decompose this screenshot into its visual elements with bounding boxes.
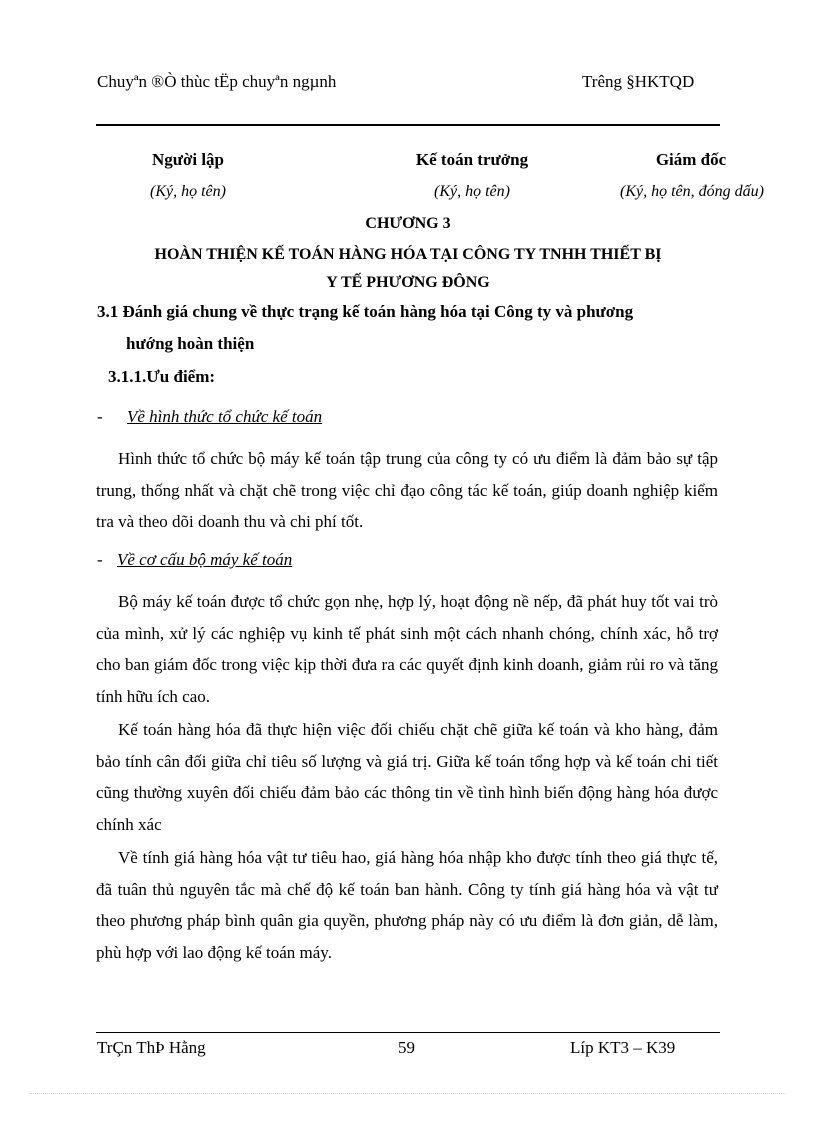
signature-note-director: (Ký, họ tên, đóng dấu) — [620, 183, 764, 200]
chapter-title-line-1: HOÀN THIỆN KẾ TOÁN HÀNG HÓA TẠI CÔNG TY TNHH THIẾT BỊ — [154, 246, 662, 263]
paragraph-4: Về tính giá hàng hóa vật tư tiêu hao, giá hàng hóa nhập kho được tính theo giá thực tế, đã tuân thủ nguyên tắc mà chế độ kế toán ban hành. Công ty tính giá hàng hóa và vật tư theo phương pháp bình quân gia quyền, phương pháp này có ưu điểm là đơn giản, dễ làm, phù hợp với lao động kế toán máy. — [96, 848, 718, 963]
running-header-left: Chuyªn ®Ò thùc tËp chuyªn ngµnh — [97, 72, 337, 91]
header-rule — [96, 124, 720, 126]
chapter-title-line-2: Y TẾ PHƯƠNG ĐÔNG — [326, 274, 490, 291]
paragraph-2: Bộ máy kế toán được tổ chức gọn nhẹ, hợp lý, hoạt động nề nếp, đã phát huy tốt vai trò của mình, xử lý các nghiệp vụ kinh tế phát sinh một cách nhanh chóng, chính xác, hỗ trợ cho ban giám đốc trong việc kịp thời đưa ra các quyết định kinh doanh, giảm rủi ro và tăng tính hữu ích cao. — [96, 592, 718, 707]
section-3-1-heading-line-2: hướng hoàn thiện — [126, 334, 255, 353]
signature-role-preparer: Người lập — [151, 150, 225, 169]
running-header-right: Trêng §HKTQD — [582, 72, 695, 91]
footer-class: Líp KT3 – K39 — [570, 1038, 676, 1057]
bullet-item — [97, 407, 497, 429]
bullet-dash: - — [97, 550, 103, 569]
paragraph-3: Kế toán hàng hóa đã thực hiện việc đối chiếu chặt chẽ giữa kế toán và kho hàng, đảm bảo tính cân đối giữa chỉ tiêu số lượng và giá trị. Giữa kế toán tổng hợp và kế toán chi tiết cũng thường xuyên đối chiếu đảm bảo các thông tin về tình hình biến động hàng hóa được chính xác — [96, 720, 718, 835]
paragraph-1: Hình thức tổ chức bộ máy kế toán tập trung của công ty có ưu điểm là đảm bảo sự tập trung, thống nhất và chặt chẽ trong việc chỉ đạo công tác kế toán, giúp doanh nghiệp kiểm tra và theo dõi doanh thu và chi phí tốt. — [96, 449, 718, 532]
section-3-1-heading-line-1: 3.1 Đánh giá chung về thực trạng kế toán hàng hóa tại Công ty và phương — [97, 302, 634, 321]
footer-author: TrÇn ThÞ Hằng — [97, 1038, 206, 1057]
footer-rule — [96, 1032, 720, 1033]
bullet-text-apparatus-structure: Về cơ cấu bộ máy kế toán — [117, 550, 293, 569]
signature-note-preparer: (Ký, họ tên) — [150, 183, 226, 200]
bullet-dash: - — [97, 407, 103, 426]
signature-note-chief-accountant: (Ký, họ tên) — [434, 183, 510, 200]
section-3-1-1-heading: 3.1.1.Ưu điểm: — [108, 367, 216, 386]
page-bottom-divider — [30, 1093, 786, 1094]
bullet-text-organization-form: Về hình thức tổ chức kế toán — [127, 407, 323, 426]
bullet-item — [97, 550, 497, 572]
signature-role-chief-accountant: Kế toán trưởng — [415, 150, 529, 169]
signature-role-director: Giám đốc — [655, 150, 727, 169]
chapter-label: CHƯƠNG 3 — [365, 215, 451, 232]
page-number: 59 — [398, 1038, 415, 1057]
